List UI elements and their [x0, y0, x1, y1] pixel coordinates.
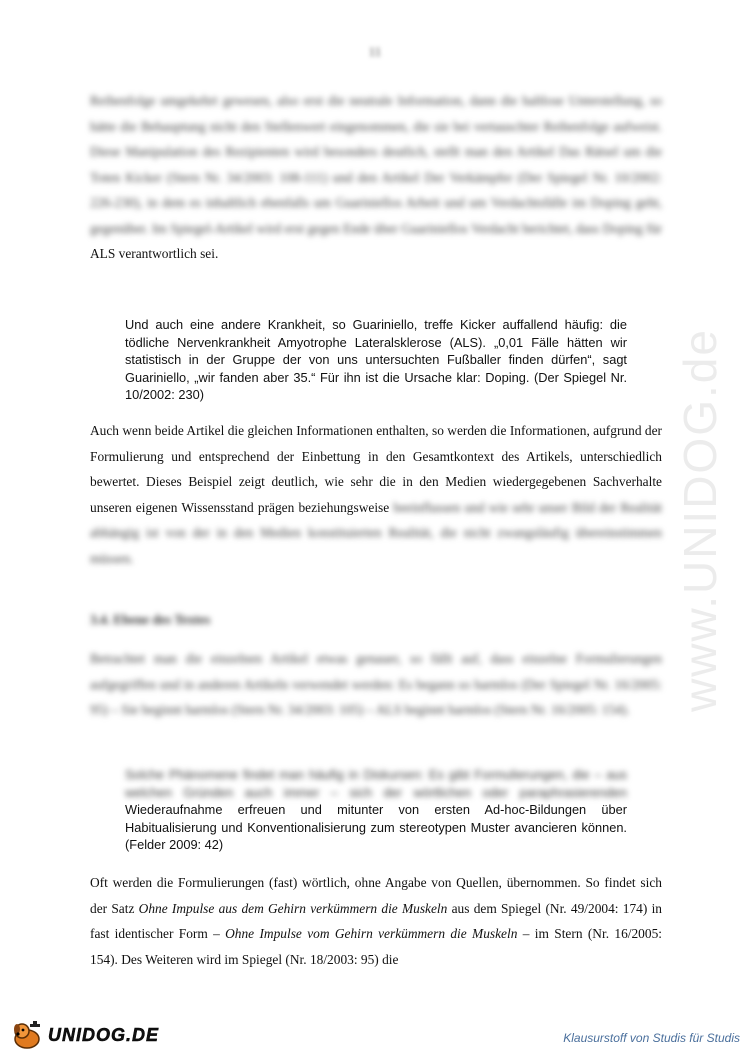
- dog-mascot-icon: [10, 1020, 44, 1050]
- paragraph-4-quote-stern: Ohne Impulse vom Gehirn verkümmern die Muskeln: [225, 926, 518, 941]
- section-heading: 3.4. Ebene des Textes: [90, 612, 211, 627]
- paragraph-2-visible: Auch wenn beide Artikel die gleichen Informationen enthalten, so werden die Informationen, aufgrund der Formulierung und entsprechend der Einbettung in den Gesamtkontext des Artikels, unterschiedlich bewertet. Dieses Beispiel zeigt deutlich, wie sehr die in den Medien wiedergegebenen Sachverhalte unseren eigenen Wissensstand prägen beziehungsweise: [90, 423, 662, 515]
- unidog-logo[interactable]: [10, 1020, 159, 1050]
- paragraph-2: [90, 418, 662, 571]
- paragraph-4-part-1: Oft werden die Formulierungen (fast) wörtlich, ohne Angabe von Quellen, übernommen. So findet sich der Satz: [90, 875, 662, 916]
- paragraph-3: Betrachtet man die einzelnen Artikel etwas genauer, so fällt auf, dass einzelne Formulierungen aufgegriffen und in anderen Artikeln verwendet werden: Es begann so harmlos (Der Spiegel Nr. 16/2005: 95) – Sie beginnt harmlos (Stern Nr. 34/2003: 105) – ALS beginnt harmlos (Stern Nr. 16/2005: 154).: [90, 651, 662, 717]
- quote-2-blurred: Solche Phänomene findet man häufig in Diskursen: Es gibt Formulierungen, die – aus welchen Gründen auch immer – sich der wörtlichen oder paraphrasierenden: [125, 767, 627, 800]
- paragraph-2-blurred: beeinflussen und wie sehr unser Bild der Realität abhängig ist von der in den Medien konstituierten Realität, die nicht zwangsläufig übereinstimmen müssen.: [90, 499, 662, 566]
- logo-text: UNIDOG.DE: [48, 1024, 160, 1045]
- quote-2: [125, 766, 627, 854]
- paragraph-4: [90, 870, 662, 972]
- page-number: 11: [368, 44, 382, 59]
- quote-1: Und auch eine andere Krankheit, so Guariniello, treffe Kicker auffallend häufig: die tödliche Nervenkrankheit Amyotrophe Lateralsklerose (ALS). „0,01 Fälle hätten wir statistisch in der Gruppe der von uns untersuchten Fußballer finden dürfen“, sagt Guariniello, „wir fanden aber 35.“ Für ihn ist die Ursache klar: Doping. (Der Spiegel Nr. 10/2002: 230): [125, 317, 627, 402]
- paragraph-4-quote-spiegel: Ohne Impulse aus dem Gehirn verkümmern die Muskeln: [138, 900, 448, 916]
- paragraph-1-visible: ALS verantwortlich sei.: [90, 246, 219, 261]
- paragraph-4-part-3: – im Stern (Nr. 16/2005: 154). Des Weiteren wird im Spiegel (Nr. 18/2003: 95) die: [90, 926, 662, 967]
- paragraph-1: [90, 88, 662, 267]
- paragraph-4-part-2: aus dem Spiegel (Nr. 49/2004: 174) in fast identischer Form –: [90, 900, 662, 941]
- watermark: [660, 300, 740, 740]
- quote-2-visible: Wiederaufnahme erfreuen und mitunter von ersten Ad-hoc-Bildungen über Habitualisierung und Konventionalisierung zum stereotypen Muster avancieren können. (Felder 2009: 42): [125, 802, 627, 852]
- watermark-text: www.UNIDOG.de: [674, 328, 726, 712]
- paragraph-1-blurred: Reihenfolge umgekehrt gewesen, also erst die neutrale Information, dann die haltlose Unterstellung, so hätte die Behauptung nicht den Stellenwert eingenommen, die sie bei vertauschter Reihenfolge aufweist. Diese Manipulation des Rezipienten wird besonders deutlich, stellt man den Artikel Das Rätsel um die Toten Kicker (Stern Nr. 34/2003: 108-111) und den Artikel Der Verkämpfer (Der Spiegel Nr. 10/2002: 226-230), in dem es inhaltlich ebenfalls um Guariniellos Arbeit und um Verdachtsfälle im Doping geht, gegenüber. Im Spiegel-Artikel wird erst gegen Ende über Guariniellos Verdacht berichtet, dass Doping für: [90, 93, 662, 236]
- footer-slogan: Klausurstoff von Studis für Studis: [563, 1031, 740, 1045]
